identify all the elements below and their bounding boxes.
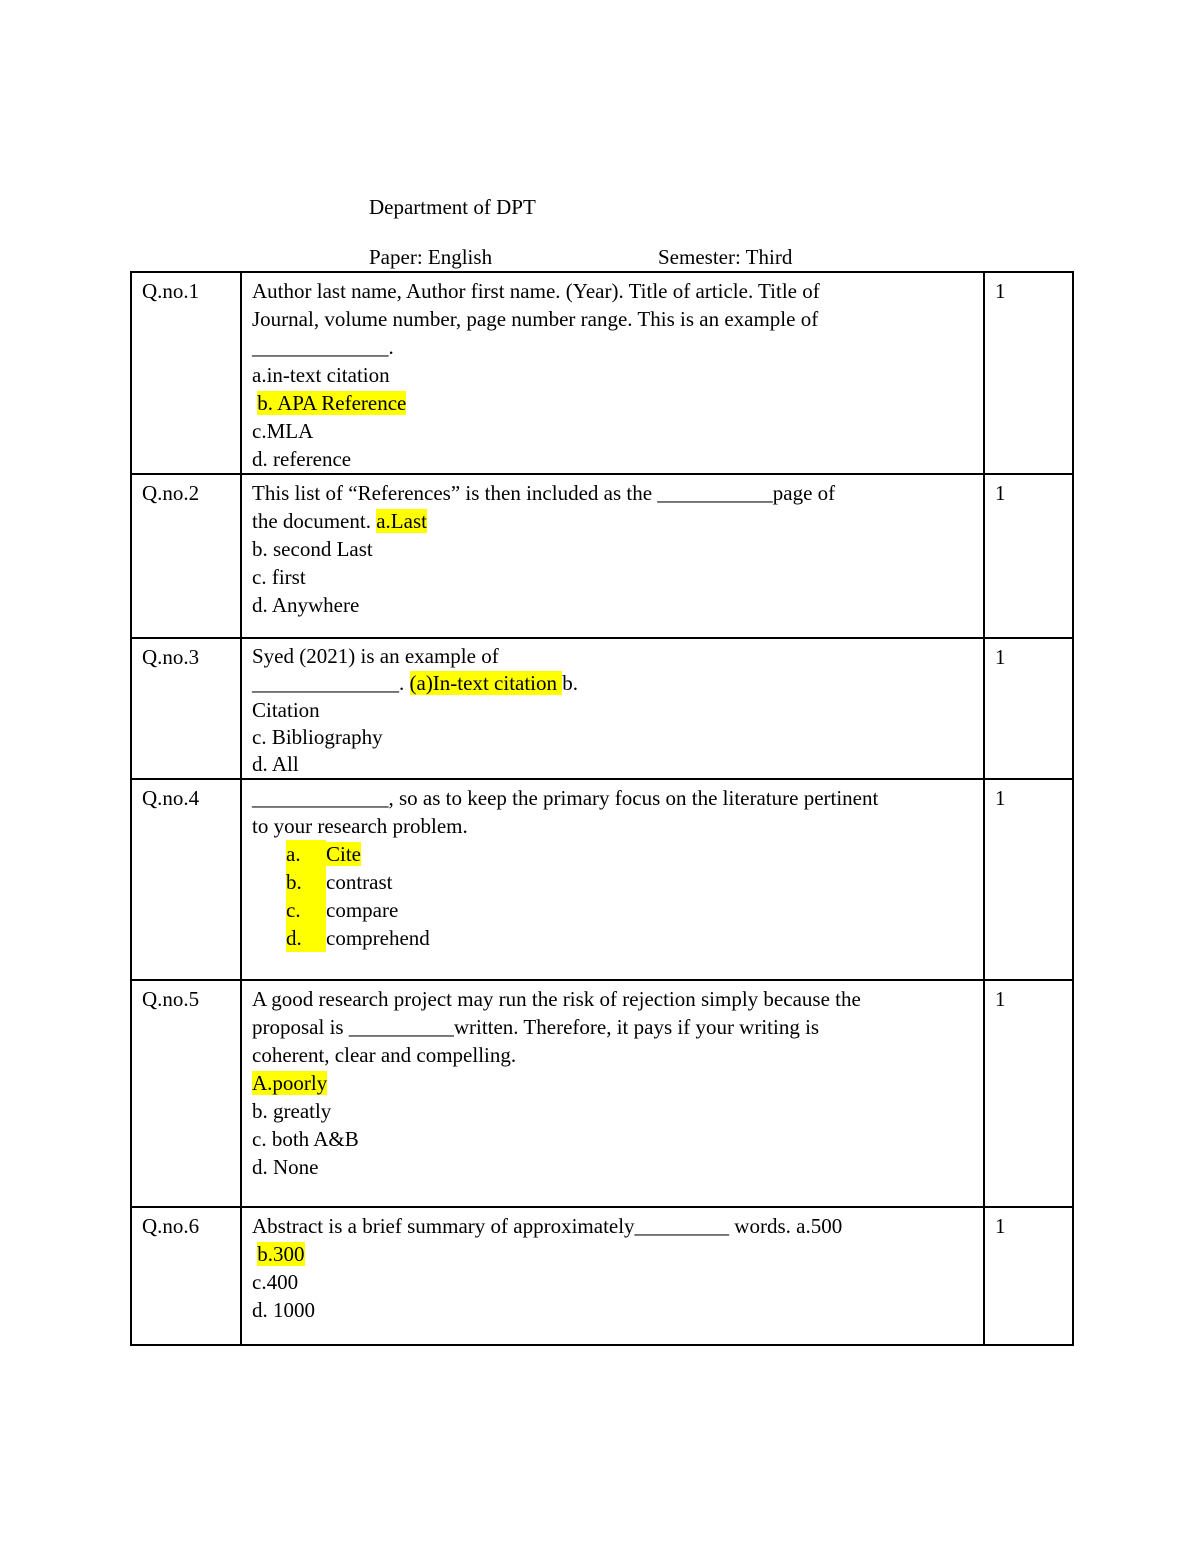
question-text: _____________. <box>252 335 394 359</box>
option-b: Citation <box>252 698 320 722</box>
option-text: compare <box>326 898 399 922</box>
option-c: c. first <box>252 565 306 589</box>
question-body <box>241 1207 984 1345</box>
question-number: Q.no.6 <box>131 1207 241 1345</box>
option-c: c.MLA <box>252 419 314 443</box>
option-letter: d. <box>286 924 326 952</box>
marks: 1 <box>984 980 1073 1207</box>
option-b: b. second Last <box>252 537 373 561</box>
option-d: d. Anywhere <box>252 593 360 617</box>
question-row-1 <box>131 272 1073 474</box>
option-d: d. All <box>252 752 299 776</box>
question-row-2 <box>131 474 1073 638</box>
question-text: Author last name, Author first name. (Year). Title of article. Title of <box>252 279 820 303</box>
highlighted-answer: A.poorly <box>252 1071 328 1095</box>
question-body <box>241 474 984 638</box>
question-row-6 <box>131 1207 1073 1345</box>
option-text: Cite <box>326 842 361 866</box>
highlighted-answer: (a)In-text citation <box>409 671 563 695</box>
option-letter: a. <box>286 840 326 868</box>
department-title: Department of DPT <box>369 195 536 219</box>
option-d: d. reference <box>252 447 352 471</box>
option-text: contrast <box>326 870 393 894</box>
question-body <box>241 638 984 779</box>
question-text: to your research problem. <box>252 814 468 838</box>
question-number: Q.no.4 <box>131 779 241 980</box>
option-a: a.in-text citation <box>252 363 390 387</box>
question-text-part: the document. <box>252 509 377 533</box>
option-c: c. Bibliography <box>252 725 383 749</box>
question-body <box>241 980 984 1207</box>
question-text: This list of “References” is then included as the ___________page of <box>252 481 836 505</box>
question-text: proposal is __________written. Therefore, it pays if your writing is <box>252 1015 820 1039</box>
option-a-answer <box>252 1069 973 1097</box>
question-body <box>241 779 984 980</box>
question-number: Q.no.2 <box>131 474 241 638</box>
marks: 1 <box>984 272 1073 474</box>
question-body <box>241 272 984 474</box>
option-letter: c. <box>286 896 326 924</box>
option-d: d. 1000 <box>252 1298 315 1322</box>
option-c: c.400 <box>252 1270 299 1294</box>
question-text: Syed (2021) is an example of <box>252 644 499 668</box>
option-b-answer <box>252 389 973 417</box>
option-c <box>252 896 973 924</box>
question-text: Journal, volume number, page number range. This is an example of <box>252 307 819 331</box>
question-text <box>252 670 973 697</box>
question-text: Abstract is a brief summary of approximately_________ words. a.500 <box>252 1214 843 1238</box>
option-b: b. greatly <box>252 1099 332 1123</box>
marks: 1 <box>984 779 1073 980</box>
option-a <box>252 840 973 868</box>
option-text: comprehend <box>326 926 430 950</box>
marks: 1 <box>984 1207 1073 1345</box>
option-b-answer <box>252 1240 973 1268</box>
semester-label: Semester: Third <box>658 245 793 269</box>
question-text: _____________, so as to keep the primary focus on the literature pertinent <box>252 786 879 810</box>
highlighted-answer: a.Last <box>376 509 427 533</box>
question-row-5 <box>131 980 1073 1207</box>
question-number: Q.no.1 <box>131 272 241 474</box>
highlighted-answer: b. APA Reference <box>257 391 407 415</box>
question-row-3 <box>131 638 1073 779</box>
option-b-letter: b. <box>562 671 579 695</box>
question-table <box>130 271 1074 1346</box>
question-text: coherent, clear and compelling. <box>252 1043 517 1067</box>
question-number: Q.no.3 <box>131 638 241 779</box>
marks: 1 <box>984 474 1073 638</box>
question-text <box>252 507 973 535</box>
option-b <box>252 868 973 896</box>
paper-label: Paper: English <box>369 245 493 269</box>
question-row-4 <box>131 779 1073 980</box>
marks: 1 <box>984 638 1073 779</box>
option-d: d. None <box>252 1155 319 1179</box>
option-letter: b. <box>286 868 326 896</box>
question-text-part: ______________. <box>252 671 410 695</box>
option-d <box>252 924 973 952</box>
question-number: Q.no.5 <box>131 980 241 1207</box>
option-c: c. both A&B <box>252 1127 359 1151</box>
highlighted-answer: b.300 <box>257 1242 305 1266</box>
question-text: A good research project may run the risk of rejection simply because the <box>252 987 861 1011</box>
